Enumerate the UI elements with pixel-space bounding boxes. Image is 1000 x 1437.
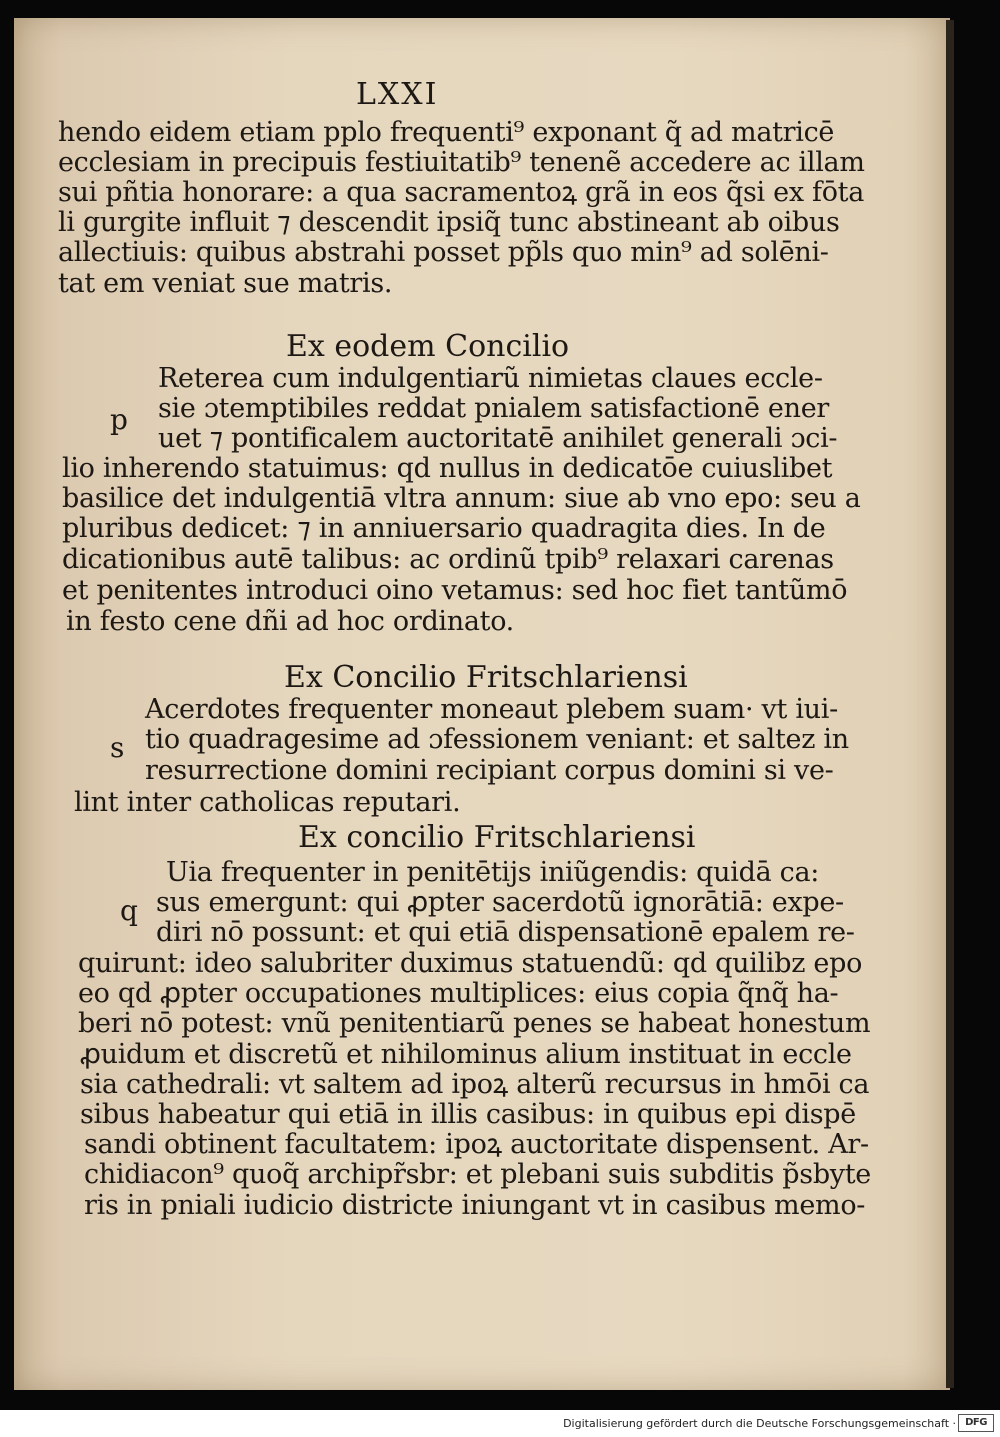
text-line: ris in pniali iudicio districte iniungant vt in casibus memo- <box>84 1190 866 1221</box>
text-line: eo qd ꝓpter occupationes multiplices: eius copia q̃nq̃ ha- <box>78 978 839 1009</box>
text-line: diri nō possunt: et qui etiā dispensationē epalem re- <box>156 917 855 948</box>
text-line: ꝓuidum et discretũ et nihilominus alium instituat in eccle <box>80 1039 852 1070</box>
text-line: sus emergunt: qui ꝓpter sacerdotũ ignorātiā: expe- <box>156 887 844 918</box>
text-line: Acerdotes frequenter moneaut plebem suam· vt iui- <box>145 694 838 725</box>
text-line: pluribus dedicet: ⁊ in anniuersario quadragita dies. In de <box>62 513 826 544</box>
text-line: hendo eidem etiam pplo frequenti⁹ exponant q̃ ad matricē <box>58 117 835 148</box>
text-line: dicationibus autē talibus: ac ordinũ tpib⁹ relaxari carenas <box>62 544 834 575</box>
text-line: sie ɔtemptibiles reddat pnialem satisfactionē ener <box>158 393 829 424</box>
text-line: allectiuis: quibus abstrahi posset pp̃ls quo min⁹ ad solēni- <box>58 237 829 268</box>
section-heading: Ex concilio Fritschlariensi <box>298 820 696 855</box>
text-line: Reterea cum indulgentiarũ nimietas claues eccle- <box>158 363 823 394</box>
text-line: uet ⁊ pontificalem auctoritatē anihilet generali ɔci- <box>158 423 838 454</box>
text-line: lint inter catholicas reputari. <box>74 787 461 818</box>
text-line: resurrectione domini recipiant corpus domini si ve- <box>145 755 834 786</box>
section-heading: Ex eodem Concilio <box>286 329 570 364</box>
text-line: Uia frequenter in penitētijs iniũgendis: quidā ca: <box>166 857 820 888</box>
text-line: tat em veniat sue matris. <box>58 268 393 299</box>
text-line: tio quadragesime ad ɔfessionem veniant: et saltez in <box>145 724 849 755</box>
text-line: sia cathedrali: vt saltem ad ipoꝝ alterũ recursus in hmōi ca <box>80 1069 870 1100</box>
text-line: et penitentes introduci oino vetamus: sed hoc fiet tantũmō <box>62 575 848 606</box>
initial-guide-letter: p <box>110 403 128 436</box>
page-edge-shadow <box>946 20 954 1388</box>
text-line: sui pñtia honorare: a qua sacramentoꝝ grã in eos q̃si ex fōta <box>58 177 865 208</box>
text-line: basilice det indulgentiā vltra annum: siue ab vno epo: seu a <box>62 483 861 514</box>
text-line: beri nō potest: vnũ penitentiarũ penes se habeat honestum <box>78 1008 871 1039</box>
initial-guide-letter: s <box>110 731 125 764</box>
section-heading: Ex Concilio Fritschlariensi <box>284 660 688 695</box>
text-line: sibus habeatur qui etiā in illis casibus: in quibus epi dispē <box>80 1099 856 1130</box>
text-line: ecclesiam in precipuis festiuitatib⁹ tenenẽ accedere ac illam <box>58 147 865 178</box>
text-line: quirunt: ideo salubriter duximus statuendũ: qd quilibz epo <box>78 948 863 979</box>
text-line: sandi obtinent facultatem: ipoꝝ auctoritate dispensent. Ar- <box>84 1129 869 1160</box>
text-line: li gurgite influit ⁊ descendit ipsiq̃ tunc abstineant ab oibus <box>58 207 840 238</box>
text-line: lio inherendo statuimus: qd nullus in dedicatōe cuiuslibet <box>62 453 833 484</box>
dfg-logo: DFG <box>958 1414 994 1432</box>
page-folio: LXXI <box>356 77 439 112</box>
initial-guide-letter: q <box>120 894 138 927</box>
digitization-credit: Digitalisierung gefördert durch die Deutsche Forschungsgemeinschaft · <box>563 1417 956 1430</box>
text-line: in festo cene dñi ad hoc ordinato. <box>66 606 514 637</box>
text-line: chidiacon⁹ quoq̃ archipr̃sbr: et plebani suis subditis p̃sbyte <box>84 1159 871 1190</box>
